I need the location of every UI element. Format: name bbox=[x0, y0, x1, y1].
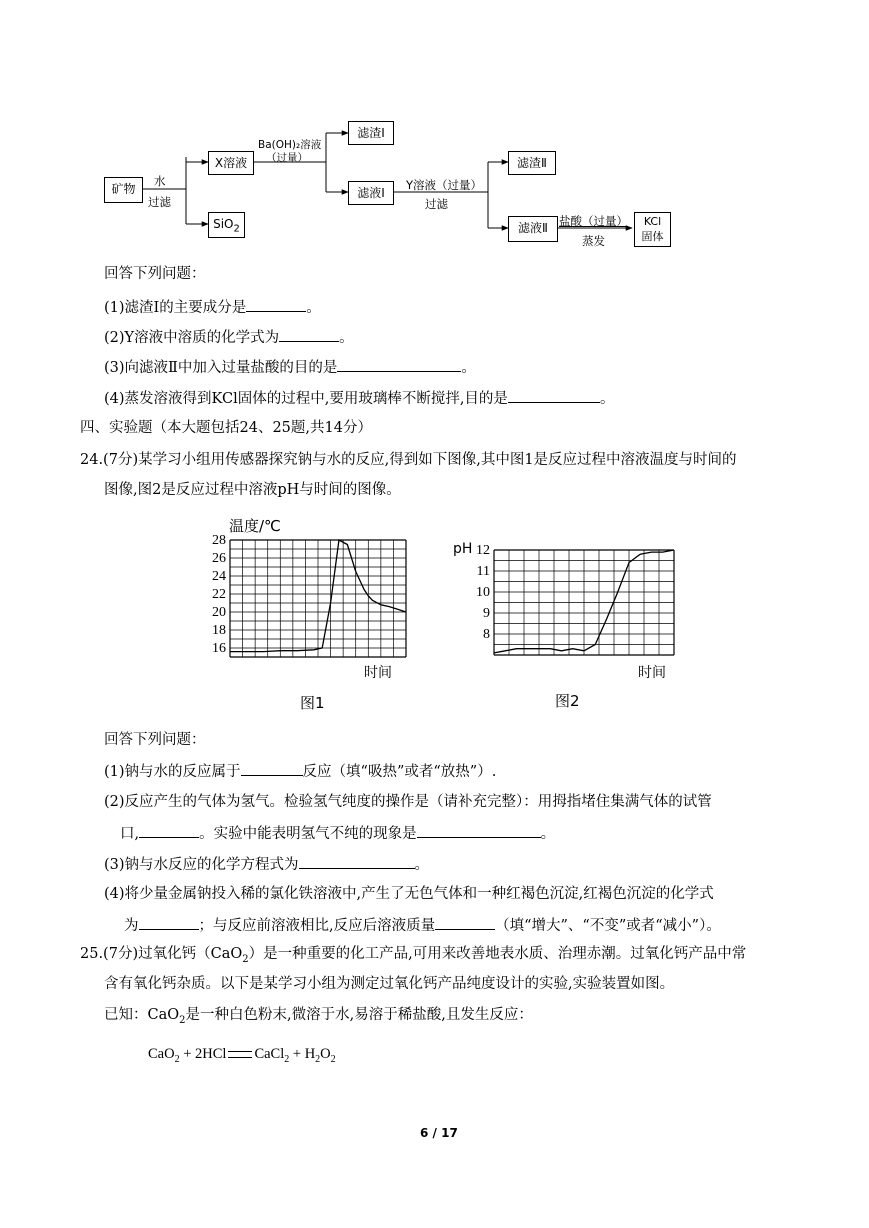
time-label-1: 时间 bbox=[364, 665, 392, 681]
period: 。 bbox=[599, 391, 615, 407]
y-tick-label: 20 bbox=[212, 605, 226, 620]
residue1-label: 滤渣Ⅰ bbox=[357, 126, 385, 140]
q24-item4-line2 bbox=[124, 914, 721, 936]
filtrate2-label: 滤液Ⅱ bbox=[518, 221, 548, 235]
period: 。 bbox=[339, 330, 354, 346]
y-solution-label: Y溶液（过量） bbox=[406, 178, 483, 192]
y-tick-label: 8 bbox=[483, 627, 490, 642]
answer-blank[interactable] bbox=[337, 356, 461, 372]
filter1-label: 过滤 bbox=[148, 195, 171, 209]
y-tick-label: 18 bbox=[212, 623, 226, 638]
mineral-box bbox=[104, 177, 143, 203]
cao2-formula: CaO$_2$ bbox=[210, 946, 249, 965]
q25-line1-rest: ）是一种重要的化工产品,可用来改善地表水质、治理赤潮。过氧化钙产品中常 bbox=[248, 946, 747, 962]
reaction-equation: CaO$_2$ + 2HCl CaCl$_2$ + $H_2O_2$ bbox=[148, 1046, 336, 1065]
y-tick-label: 24 bbox=[212, 569, 226, 584]
q24-line1: 24.(7分)某学习小组用传感器探究钠与水的反应,得到如下图像,其中图1是反应过程中溶液温度与时间的 bbox=[80, 452, 737, 468]
known-label: 已知： bbox=[104, 1007, 148, 1023]
known-text: 是一种白色粉末,微溶于水,易溶于稀盐酸,且发生反应： bbox=[185, 1007, 533, 1023]
q24-q4-start: 为 bbox=[124, 918, 139, 934]
filtrate1-label: 滤液Ⅰ bbox=[357, 186, 385, 200]
charts-figure bbox=[200, 510, 700, 720]
q24-item1 bbox=[104, 760, 496, 782]
y-tick-label: 26 bbox=[212, 551, 226, 566]
answer-blank[interactable] bbox=[417, 822, 541, 838]
q24-intro: 回答下列问题： bbox=[104, 732, 206, 748]
residue2-box bbox=[508, 151, 556, 175]
answer-blank[interactable] bbox=[299, 853, 415, 869]
answer-blank[interactable] bbox=[139, 822, 199, 838]
q25-line1 bbox=[80, 944, 746, 970]
sio2-label: SiO bbox=[213, 217, 234, 231]
y-tick-label: 9 bbox=[483, 606, 490, 621]
temp-axis-label: 温度/℃ bbox=[229, 517, 281, 535]
filter2-label: 过滤 bbox=[425, 197, 448, 211]
kcl-solid-label: 固体 bbox=[641, 230, 664, 243]
y-tick-label: 22 bbox=[212, 587, 226, 602]
q24-q1-tail: 反应（填“吸热”或者“放热”）. bbox=[302, 764, 497, 780]
hcl-label: 盐酸（过量） bbox=[559, 214, 628, 228]
chart-ph bbox=[476, 543, 674, 655]
sio2-subscript: 2 bbox=[233, 223, 240, 235]
q25-line1-start: 25.(7分)过氧化钙（ bbox=[80, 946, 211, 962]
period: 。 bbox=[414, 857, 430, 873]
sio2-box bbox=[208, 212, 245, 238]
q23-q3-text: (3)向滤液Ⅱ中加入过量盐酸的目的是 bbox=[104, 360, 338, 376]
q23-q4-text: (4)蒸发溶液得到KCl固体的过程中,要用玻璃棒不断搅拌,目的是 bbox=[104, 391, 508, 407]
period: 。 bbox=[540, 826, 556, 842]
fig2-caption: 图2 bbox=[555, 692, 580, 710]
filtrate1-box bbox=[348, 181, 394, 205]
period: 。 bbox=[461, 360, 476, 376]
page-number: 6 / 17 bbox=[420, 1126, 458, 1140]
q24-q1-text: (1)钠与水的反应属于 bbox=[104, 764, 241, 780]
q23-item4 bbox=[104, 387, 614, 409]
q23-item2 bbox=[104, 326, 354, 348]
flowchart-arrows bbox=[0, 0, 869, 260]
q24-line2: 图像,图2是反应过程中溶液pH与时间的图像。 bbox=[104, 482, 401, 498]
q24-item4-line1: (4)将少量金属钠投入稀的氯化铁溶液中,产生了无色气体和一种红褐色沉淀,红褐色沉淀的化学式 bbox=[104, 886, 714, 902]
x-solution-box bbox=[208, 151, 254, 175]
kcl-box bbox=[634, 212, 671, 247]
q25-line2: 含有氧化钙杂质。以下是某学习小组为测定过氧化钙产品纯度设计的实验,实验装置如图。 bbox=[104, 976, 675, 992]
baoh-label: Ba(OH)₂溶液 bbox=[258, 139, 322, 151]
kcl-label: KCl bbox=[643, 215, 662, 228]
residue2-label: 滤渣Ⅱ bbox=[517, 156, 547, 170]
answer-blank[interactable] bbox=[508, 387, 600, 403]
q23-q1-text: (1)滤渣Ⅰ的主要成分是 bbox=[104, 300, 247, 316]
q24-q2-mid: 。实验中能表明氢气不纯的现象是 bbox=[199, 826, 417, 842]
baoh-excess-label: （过量） bbox=[266, 152, 308, 164]
answer-blank[interactable] bbox=[241, 760, 303, 776]
ph-axis-label: pH bbox=[453, 541, 473, 557]
section-heading: 四、实验题（本大题包括24、25题,共14分） bbox=[80, 420, 372, 436]
equals-sign bbox=[228, 1051, 252, 1058]
q24-item2-line2 bbox=[120, 822, 555, 844]
q23-item1 bbox=[104, 296, 321, 318]
y-tick-label: 12 bbox=[476, 543, 490, 558]
time-label-2: 时间 bbox=[638, 665, 666, 681]
y-tick-label: 10 bbox=[476, 585, 490, 600]
y-tick-label: 28 bbox=[212, 533, 226, 548]
answer-blank[interactable] bbox=[279, 326, 339, 342]
q24-q2-start: 口, bbox=[120, 826, 140, 842]
answer-blank[interactable] bbox=[435, 914, 495, 930]
water-label: 水 bbox=[154, 174, 166, 188]
x-solution-label: X溶液 bbox=[214, 156, 248, 170]
q24-q4-tail: （填“增大”、“不变”或者“减小”）。 bbox=[495, 918, 721, 934]
q24-item3 bbox=[104, 853, 429, 875]
q24-q3-text: (3)钠与水反应的化学方程式为 bbox=[104, 857, 299, 873]
cao2-formula: CaO$_2$ bbox=[147, 1007, 186, 1026]
evaporate-label: 蒸发 bbox=[582, 234, 605, 248]
q23-q2-text: (2)Y溶液中溶质的化学式为 bbox=[104, 330, 280, 346]
q23-intro: 回答下列问题： bbox=[104, 266, 206, 282]
residue1-box bbox=[348, 121, 394, 145]
mineral-label: 矿物 bbox=[111, 182, 136, 196]
answer-blank[interactable] bbox=[139, 914, 199, 930]
q23-item3 bbox=[104, 356, 476, 378]
y-tick-label: 11 bbox=[476, 564, 490, 579]
answer-blank[interactable] bbox=[246, 296, 306, 312]
q24-q4-mid: ；与反应前溶液相比,反应后溶液质量 bbox=[198, 918, 436, 934]
period: 。 bbox=[306, 300, 321, 316]
y-tick-label: 16 bbox=[212, 641, 226, 656]
q25-known bbox=[104, 1005, 533, 1031]
q24-item2-line1: (2)反应产生的气体为氢气。检验氢气纯度的操作是（请补充完整）：用拇指堵住集满气体的试管 bbox=[104, 794, 712, 810]
filtrate2-box bbox=[508, 216, 558, 242]
chart-temperature bbox=[212, 533, 406, 657]
fig1-caption: 图1 bbox=[300, 694, 325, 712]
